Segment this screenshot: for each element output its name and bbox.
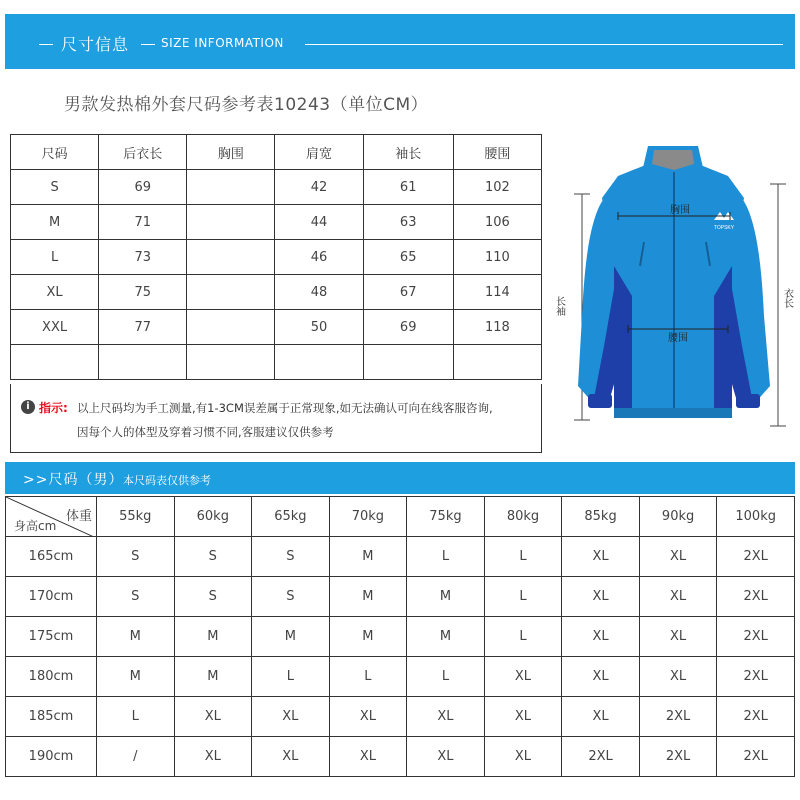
waist-label: 腰围 (668, 333, 688, 344)
chest-label: 胸围 (670, 205, 690, 216)
cell (187, 310, 275, 345)
size-cell: M (407, 577, 485, 617)
size-cell: XL (562, 537, 640, 577)
size-cell: XL (407, 737, 485, 777)
cell (187, 275, 275, 310)
weight-header: 100kg (717, 497, 795, 537)
size-cell: XL (484, 657, 562, 697)
size-cell: XL (562, 577, 640, 617)
cell: 114 (453, 275, 541, 310)
cell: 63 (363, 205, 453, 240)
table-row (6, 537, 795, 577)
recommend-heading: >>尺码（男） (23, 472, 124, 488)
weight-header: 80kg (484, 497, 562, 537)
size-table-title: 男款发热棉外套尺码参考表10243（单位CM） (64, 95, 429, 115)
cell: XL (11, 275, 99, 310)
size-cell: L (484, 617, 562, 657)
size-cell: 2XL (717, 577, 795, 617)
header-chest: 胸围 (187, 135, 275, 170)
table-header-row (11, 135, 542, 170)
table-row (6, 697, 795, 737)
size-cell: XL (639, 537, 717, 577)
cell: L (11, 240, 99, 275)
size-cell: XL (562, 657, 640, 697)
size-cell: M (252, 617, 330, 657)
table-row (6, 737, 795, 777)
cell (453, 345, 541, 380)
size-cell: 2XL (717, 697, 795, 737)
size-cell: 2XL (562, 737, 640, 777)
table-row (6, 657, 795, 697)
banner-dash (141, 44, 155, 45)
size-cell: M (329, 577, 407, 617)
header-size: 尺码 (11, 135, 99, 170)
body-length-label: 衣长 (781, 288, 793, 308)
size-cell: XL (329, 697, 407, 737)
size-cell: M (329, 537, 407, 577)
recommend-subheading: 本尺码表仅供参考 (123, 474, 211, 487)
cell: 50 (275, 310, 363, 345)
cell (187, 170, 275, 205)
cell (363, 345, 453, 380)
size-cell: XL (484, 737, 562, 777)
size-cell: M (174, 617, 252, 657)
cell: 71 (99, 205, 187, 240)
note-line-1: 以上尺码均为手工测量,有1-3CM误差属于正常现象,如无法确认可向在线客服咨询, (77, 401, 493, 415)
size-cell: XL (252, 737, 330, 777)
cell: 67 (363, 275, 453, 310)
size-cell: L (252, 657, 330, 697)
size-cell: XL (484, 697, 562, 737)
cell: 118 (453, 310, 541, 345)
cell: 75 (99, 275, 187, 310)
cell: 77 (99, 310, 187, 345)
brand-text: TOPSKY (713, 225, 735, 231)
weight-header: 65kg (252, 497, 330, 537)
banner-title-en: SIZE INFORMATION (161, 36, 284, 50)
size-cell: 2XL (639, 697, 717, 737)
size-measurement-table (10, 134, 542, 380)
table-row (11, 170, 542, 205)
size-cell: XL (562, 697, 640, 737)
cell (99, 345, 187, 380)
size-cell: M (407, 617, 485, 657)
cell (275, 345, 363, 380)
recommend-header-bar (5, 462, 795, 494)
size-cell: XL (252, 697, 330, 737)
banner-dash (39, 44, 53, 45)
size-cell: L (407, 657, 485, 697)
table-row (6, 617, 795, 657)
size-cell: S (96, 577, 174, 617)
table-row (11, 205, 542, 240)
cell: M (11, 205, 99, 240)
table-corner-cell (6, 497, 97, 537)
table-row (11, 240, 542, 275)
cell: 42 (275, 170, 363, 205)
header-waist: 腰围 (453, 135, 541, 170)
size-cell: L (484, 577, 562, 617)
weight-header: 60kg (174, 497, 252, 537)
size-cell: S (174, 537, 252, 577)
size-cell: S (174, 577, 252, 617)
size-cell: 2XL (717, 657, 795, 697)
table-row (11, 275, 542, 310)
size-cell: XL (639, 617, 717, 657)
corner-weight-label: 体重 (65, 509, 92, 524)
size-cell: XL (329, 737, 407, 777)
height-cell: 170cm (6, 577, 97, 617)
height-cell: 180cm (6, 657, 97, 697)
cell: 110 (453, 240, 541, 275)
weight-header: 85kg (562, 497, 640, 537)
header-shoulder: 肩宽 (275, 135, 363, 170)
cell (11, 345, 99, 380)
height-cell: 185cm (6, 697, 97, 737)
measurement-note (10, 384, 542, 453)
size-recommendation-table (5, 496, 795, 777)
size-cell: 2XL (717, 537, 795, 577)
weight-header: 75kg (407, 497, 485, 537)
jacket-illustration (548, 136, 798, 436)
size-cell: L (329, 657, 407, 697)
cell: 44 (275, 205, 363, 240)
size-cell: 2XL (639, 737, 717, 777)
table-row (11, 310, 542, 345)
size-cell: 2XL (717, 617, 795, 657)
cell: 48 (275, 275, 363, 310)
size-cell: XL (407, 697, 485, 737)
corner-height-label: 身高cm (14, 519, 57, 533)
size-cell: XL (174, 737, 252, 777)
size-cell: S (252, 537, 330, 577)
note-line-2: 因每个人的体型及穿着习惯不同,客服建议仅供参考 (77, 425, 334, 439)
size-cell: M (96, 657, 174, 697)
banner-title-zh: 尺寸信息 (61, 35, 130, 54)
table-row (11, 345, 542, 380)
sleeve-length-label: 长袖 (553, 296, 565, 316)
size-cell: XL (174, 697, 252, 737)
cell: XXL (11, 310, 99, 345)
size-cell: S (252, 577, 330, 617)
size-info-banner (5, 14, 795, 69)
size-cell: 2XL (717, 737, 795, 777)
size-cell: XL (639, 657, 717, 697)
weight-header: 70kg (329, 497, 407, 537)
cell: 69 (363, 310, 453, 345)
size-cell: XL (639, 577, 717, 617)
size-cell: M (174, 657, 252, 697)
height-cell: 165cm (6, 537, 97, 577)
header-sleeve: 袖长 (363, 135, 453, 170)
cell: 73 (99, 240, 187, 275)
size-cell: / (96, 737, 174, 777)
size-cell: L (96, 697, 174, 737)
weight-header: 55kg (96, 497, 174, 537)
cell (187, 205, 275, 240)
note-label: 指示: (39, 401, 68, 415)
cell: 102 (453, 170, 541, 205)
size-cell: S (96, 537, 174, 577)
cell: 69 (99, 170, 187, 205)
size-cell: L (407, 537, 485, 577)
cell (187, 240, 275, 275)
size-cell: XL (562, 617, 640, 657)
cell: 46 (275, 240, 363, 275)
info-icon: i (21, 400, 35, 414)
header-back-length: 后衣长 (99, 135, 187, 170)
banner-rule (305, 44, 783, 45)
weight-header-row (6, 497, 795, 537)
size-cell: M (96, 617, 174, 657)
height-cell: 190cm (6, 737, 97, 777)
cell: 65 (363, 240, 453, 275)
weight-header: 90kg (639, 497, 717, 537)
height-cell: 175cm (6, 617, 97, 657)
size-cell: M (329, 617, 407, 657)
table-row (6, 577, 795, 617)
cell: S (11, 170, 99, 205)
cell (187, 345, 275, 380)
size-cell: L (484, 537, 562, 577)
cell: 106 (453, 205, 541, 240)
cell: 61 (363, 170, 453, 205)
